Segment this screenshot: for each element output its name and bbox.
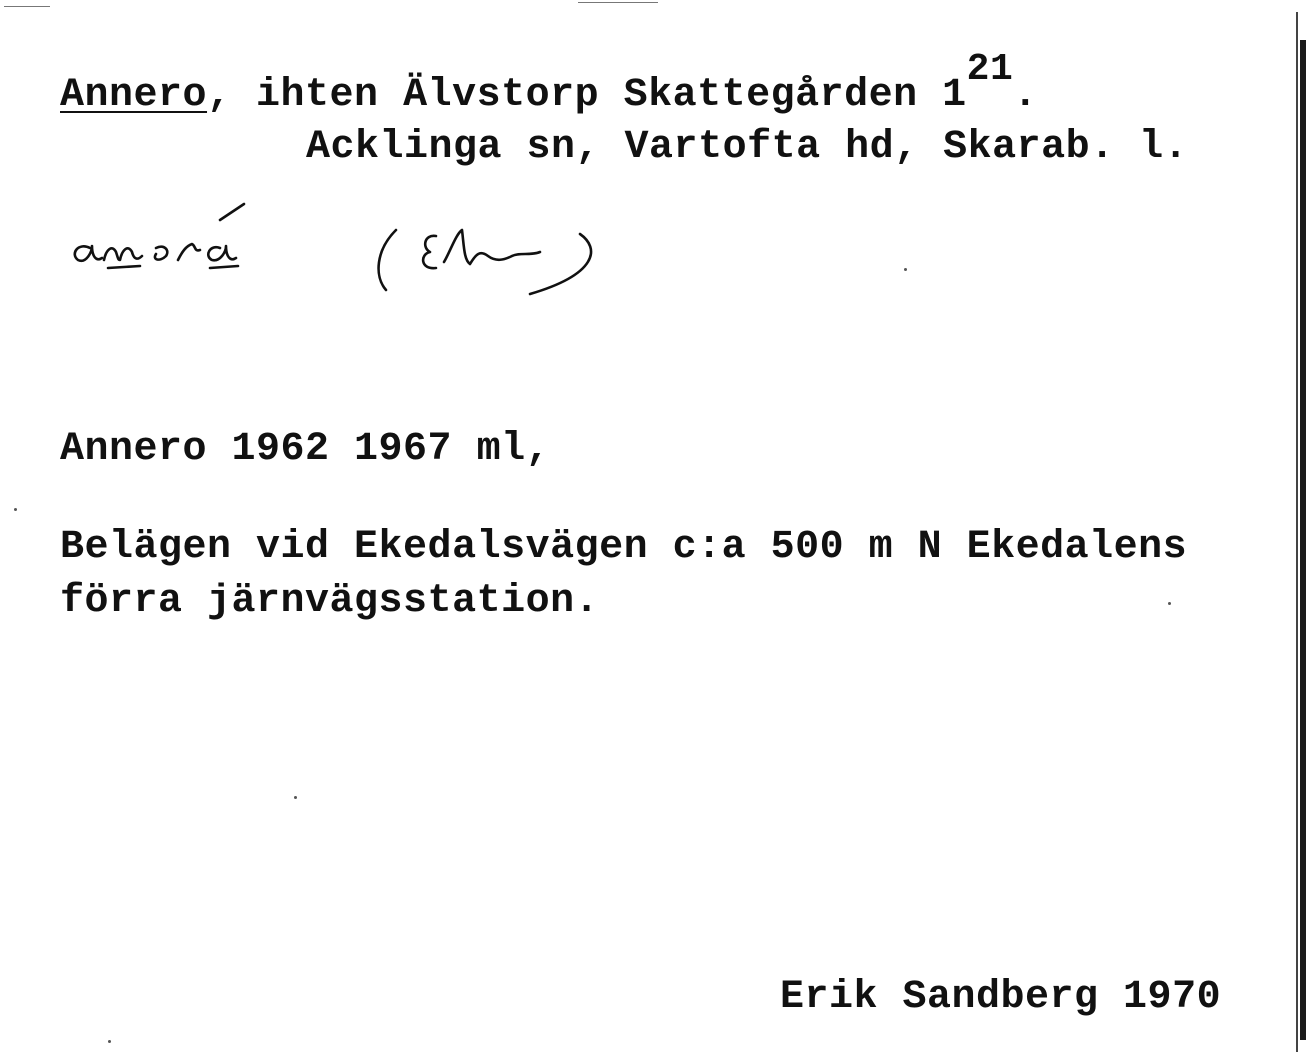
signature: Erik Sandberg 1970 [780,975,1222,1020]
scan-speck [108,1040,111,1043]
handwritten-pronunciation [60,190,620,310]
record-line: Annero 1962 1967 ml, [60,427,551,472]
place-name: Annero [60,73,208,118]
description-line-1: Belägen vid Ekedalsvägen c:a 500 m N Ekedalens [60,525,1188,570]
header-line-1-rest: , ihten Älvstorp Skattegården 1 [207,73,967,118]
scan-speck [1168,602,1171,605]
description-line-2: förra järnvägsstation. [60,579,600,624]
scan-speck [14,508,17,511]
card-edge-top [578,2,658,3]
scan-speck [904,268,907,271]
card-edge-right [1300,40,1306,1040]
header-superscript: 21 [966,48,1014,91]
card-edge-right-thin [1296,12,1298,1052]
scan-speck [294,796,297,799]
header-line-2: Acklinga sn, Vartofta hd, Skarab. l. [306,125,1189,170]
card-edge-topleft [4,6,50,7]
header-line-1 [60,48,1038,118]
header-line-1-end: . [1013,73,1038,118]
